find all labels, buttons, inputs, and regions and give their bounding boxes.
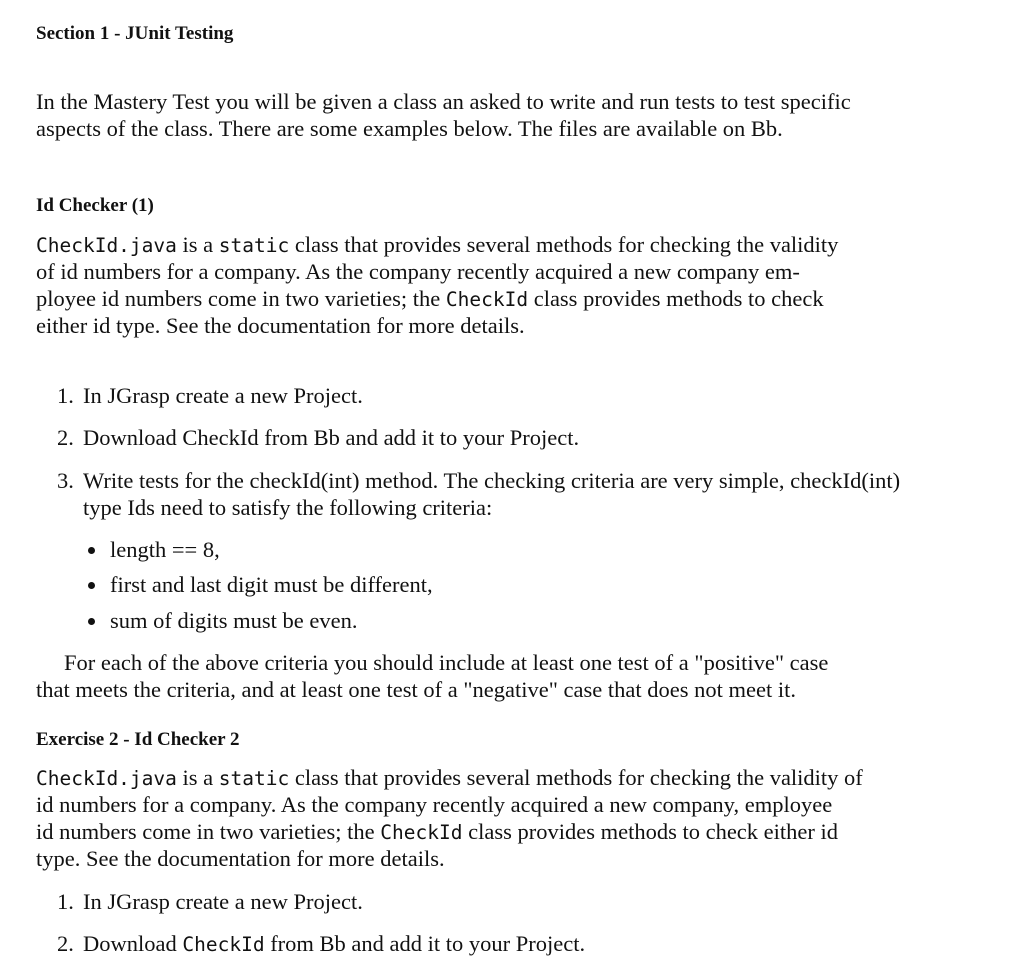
text-fragment: id numbers come in two varieties; the xyxy=(36,819,381,844)
text-fragment: class that provides several methods for checking the validity xyxy=(289,232,839,257)
code-checkid: CheckId xyxy=(445,288,529,311)
criteria-item: first and last digit must be different, xyxy=(110,572,433,597)
idchecker1-para-line-1 xyxy=(36,231,838,259)
list-item-continuation: type Ids need to satisfy the following criteria: xyxy=(83,495,493,520)
text-fragment: ployee id numbers come in two varieties; the xyxy=(36,286,446,311)
bullet-icon xyxy=(88,582,95,589)
list-number: 1. xyxy=(57,889,74,914)
list-item xyxy=(57,424,579,451)
text-fragment: is a xyxy=(176,765,219,790)
list-item xyxy=(57,382,363,409)
code-checkid-java: CheckId.java xyxy=(36,767,177,790)
bullet-icon xyxy=(88,547,95,554)
subsection-heading-exercise2: Exercise 2 - Id Checker 2 xyxy=(36,729,240,750)
exercise2-para-line-4: type. See the documentation for more details. xyxy=(36,846,445,871)
list-number: 2. xyxy=(57,931,74,956)
intro-line-1: In the Mastery Test you will be given a class an asked to write and run tests to test specific xyxy=(36,89,851,114)
code-static: static xyxy=(218,234,290,257)
list-item-text: In JGrasp create a new Project. xyxy=(83,889,363,914)
idchecker1-para-line-2: of id numbers for a company. As the company recently acquired a new company em- xyxy=(36,259,800,284)
section-heading: Section 1 - JUnit Testing xyxy=(36,23,234,44)
code-static: static xyxy=(218,767,290,790)
code-checkid: CheckId xyxy=(380,821,463,844)
closing-line-2: that meets the criteria, and at least one test of a "negative" case that does not meet it. xyxy=(36,677,796,702)
idchecker1-para-line-4: either id type. See the documentation for more details. xyxy=(36,313,525,338)
intro-line-2: aspects of the class. There are some examples below. The files are available on Bb. xyxy=(36,116,783,141)
text-fragment: from Bb and add it to your Project. xyxy=(264,931,586,956)
list-item-text: Download CheckId from Bb and add it to your Project. xyxy=(83,425,580,450)
closing-line-1: For each of the above criteria you should include at least one test of a "positive" case xyxy=(64,650,829,675)
text-fragment: is a xyxy=(176,232,219,257)
list-number: 2. xyxy=(57,425,74,450)
criteria-item: length == 8, xyxy=(110,537,220,562)
exercise2-para-line-2: id numbers for a company. As the company recently acquired a new company, employee xyxy=(36,792,833,817)
subsection-heading-idchecker1: Id Checker (1) xyxy=(36,195,154,216)
list-item-text: In JGrasp create a new Project. xyxy=(83,383,363,408)
exercise2-para-line-1 xyxy=(36,764,863,792)
code-checkid-java: CheckId.java xyxy=(36,234,177,257)
text-fragment: class that provides several methods for checking the validity of xyxy=(289,765,863,790)
text-fragment: class provides methods to check either id xyxy=(462,819,839,844)
bullet-icon xyxy=(88,618,95,625)
list-item xyxy=(57,467,900,494)
criteria-item: sum of digits must be even. xyxy=(110,608,358,633)
idchecker1-para-line-3 xyxy=(36,285,824,313)
text-fragment: Download xyxy=(83,931,183,956)
code-checkid: CheckId xyxy=(182,933,265,956)
list-number: 1. xyxy=(57,383,74,408)
list-item xyxy=(57,930,585,958)
list-item-text: Write tests for the checkId(int) method. The checking criteria are very simple, checkId(int) xyxy=(83,468,901,493)
list-number: 3. xyxy=(57,468,74,493)
list-item xyxy=(57,888,363,915)
exercise2-para-line-3 xyxy=(36,818,838,846)
text-fragment: class provides methods to check xyxy=(528,286,824,311)
